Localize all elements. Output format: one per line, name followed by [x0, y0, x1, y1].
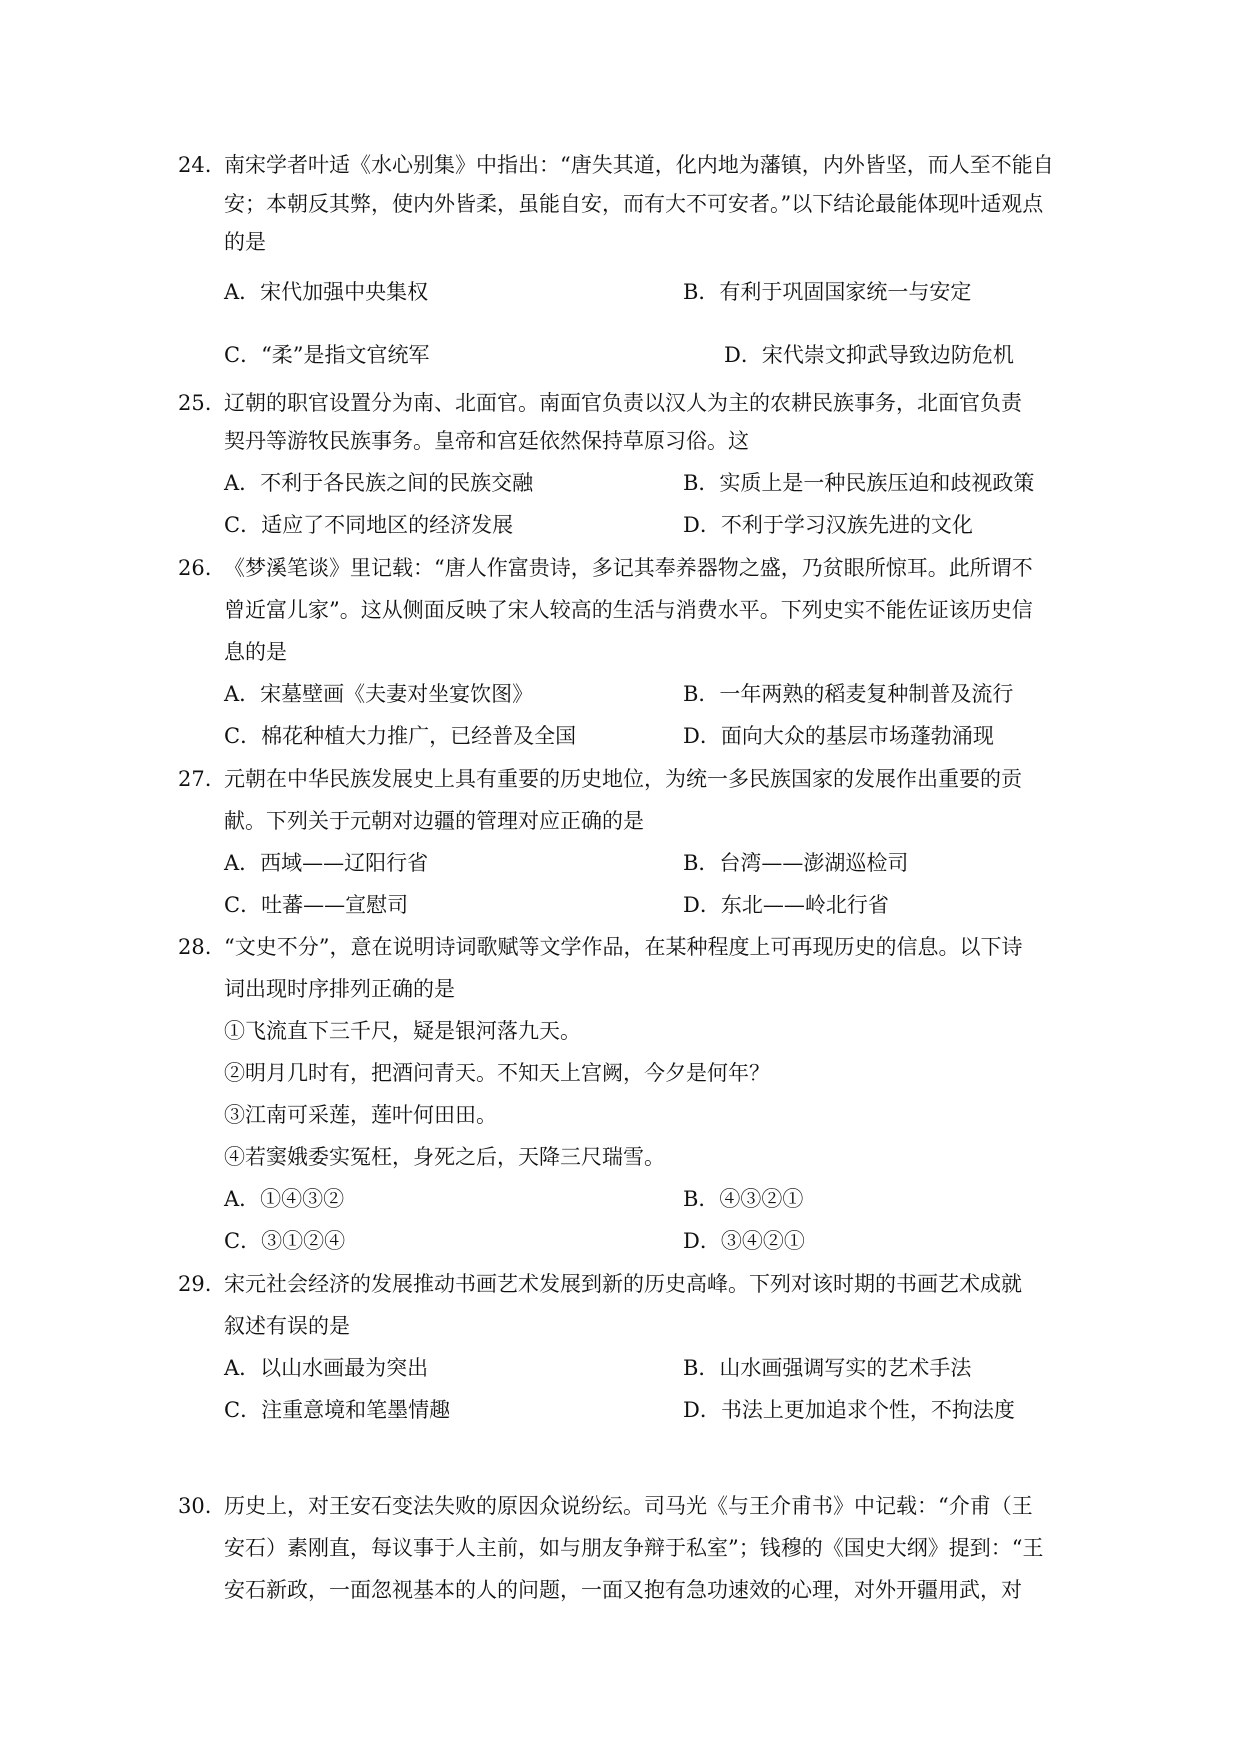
option-c: C．③①②④ — [224, 1229, 346, 1253]
option-c: C．注重意境和笔墨情趣 — [224, 1398, 451, 1422]
option-b: B．一年两熟的稻麦复种制普及流行 — [683, 682, 1014, 706]
question-stem-line: 安；本朝反其弊，使内外皆柔，虽能自安，而有大不可安者。”以下结论最能体现叶适观点 — [224, 192, 1044, 216]
option-d: D．书法上更加追求个性，不拘法度 — [683, 1398, 1015, 1422]
option-d: D．宋代崇文抑武导致边防危机 — [724, 343, 1014, 367]
option-d: D．不利于学习汉族先进的文化 — [683, 513, 973, 537]
question-stem-line: 安石新政，一面忽视基本的人的问题，一面又抱有急功速效的心理，对外开疆用武，对 — [224, 1578, 1022, 1602]
question-stem-line: 元朝在中华民族发展史上具有重要的历史地位，为统一多民族国家的发展作出重要的贡 — [224, 767, 1022, 791]
option-b: B．实质上是一种民族压迫和歧视政策 — [683, 471, 1035, 495]
option-c: C．“柔”是指文官统军 — [224, 343, 430, 367]
option-d: D．面向大众的基层市场蓬勃涌现 — [683, 724, 994, 748]
question-stem-line: 献。下列关于元朝对边疆的管理对应正确的是 — [224, 809, 644, 833]
poem-line-4: ④若窦娥委实冤枉，身死之后，天降三尺瑞雪。 — [224, 1145, 665, 1169]
poem-line-2: ②明月几时有，把酒问青天。不知天上宫阙，今夕是何年？ — [224, 1061, 770, 1085]
question-stem-line: 《梦溪笔谈》里记载：“唐人作富贵诗，多记其奉养器物之盛，乃贫眼所惊耳。此所谓不 — [224, 556, 1033, 580]
question-stem-line: 南宋学者叶适《水心别集》中指出：“唐失其道，化内地为藩镇，内外皆坚，而人至不能自 — [224, 153, 1054, 177]
question-stem-line: 辽朝的职官设置分为南、北面官。南面官负责以汉人为主的农耕民族事务，北面官负责 — [224, 391, 1022, 415]
question-number: 27. — [178, 767, 212, 791]
option-c: C．棉花种植大力推广，已经普及全国 — [224, 724, 577, 748]
question-number: 30. — [178, 1494, 212, 1518]
question-stem-line: 息的是 — [224, 640, 287, 664]
question-number: 25. — [178, 391, 212, 415]
question-stem-line: “文史不分”，意在说明诗词歌赋等文学作品，在某种程度上可再现历史的信息。以下诗 — [224, 935, 1023, 959]
option-a: A．西域——辽阳行省 — [224, 851, 429, 875]
option-c: C．吐蕃——宣慰司 — [224, 893, 409, 917]
question-stem-line: 历史上，对王安石变法失败的原因众说纷纭。司马光《与王介甫书》中记载：“介甫（王 — [224, 1494, 1033, 1518]
option-a: A．①④③② — [224, 1187, 345, 1211]
option-b: B．④③②① — [683, 1187, 804, 1211]
question-stem-line: 契丹等游牧民族事务。皇帝和宫廷依然保持草原习俗。这 — [224, 429, 749, 453]
question-stem-line: 叙述有误的是 — [224, 1314, 350, 1338]
question-stem-line: 曾近富儿家”。这从侧面反映了宋人较高的生活与消费水平。下列史实不能佐证该历史信 — [224, 598, 1033, 622]
option-c: C．适应了不同地区的经济发展 — [224, 513, 514, 537]
question-stem-line: 的是 — [224, 230, 266, 254]
question-number: 28. — [178, 935, 212, 959]
option-a: A．宋墓壁画《夫妻对坐宴饮图》 — [224, 682, 534, 706]
option-a: A．不利于各民族之间的民族交融 — [224, 471, 534, 495]
option-b: B．山水画强调写实的艺术手法 — [683, 1356, 972, 1380]
poem-line-1: ①飞流直下三千尺，疑是银河落九天。 — [224, 1019, 581, 1043]
question-stem-line: 词出现时序排列正确的是 — [224, 977, 455, 1001]
option-a: A．以山水画最为突出 — [224, 1356, 429, 1380]
option-b: B．有利于巩固国家统一与安定 — [683, 280, 972, 304]
question-number: 24. — [178, 153, 212, 177]
option-b: B．台湾——澎湖巡检司 — [683, 851, 909, 875]
option-a: A．宋代加强中央集权 — [224, 280, 429, 304]
question-stem-line: 安石）素刚直，每议事于人主前，如与朋友争辩于私室”；钱穆的《国史大纲》提到：“王 — [224, 1536, 1044, 1560]
option-d: D．东北——岭北行省 — [683, 893, 889, 917]
option-d: D．③④②① — [683, 1229, 805, 1253]
poem-line-3: ③江南可采莲，莲叶何田田。 — [224, 1103, 497, 1127]
question-number: 29. — [178, 1272, 212, 1296]
question-number: 26. — [178, 556, 212, 580]
question-stem-line: 宋元社会经济的发展推动书画艺术发展到新的历史高峰。下列对该时期的书画艺术成就 — [224, 1272, 1022, 1296]
